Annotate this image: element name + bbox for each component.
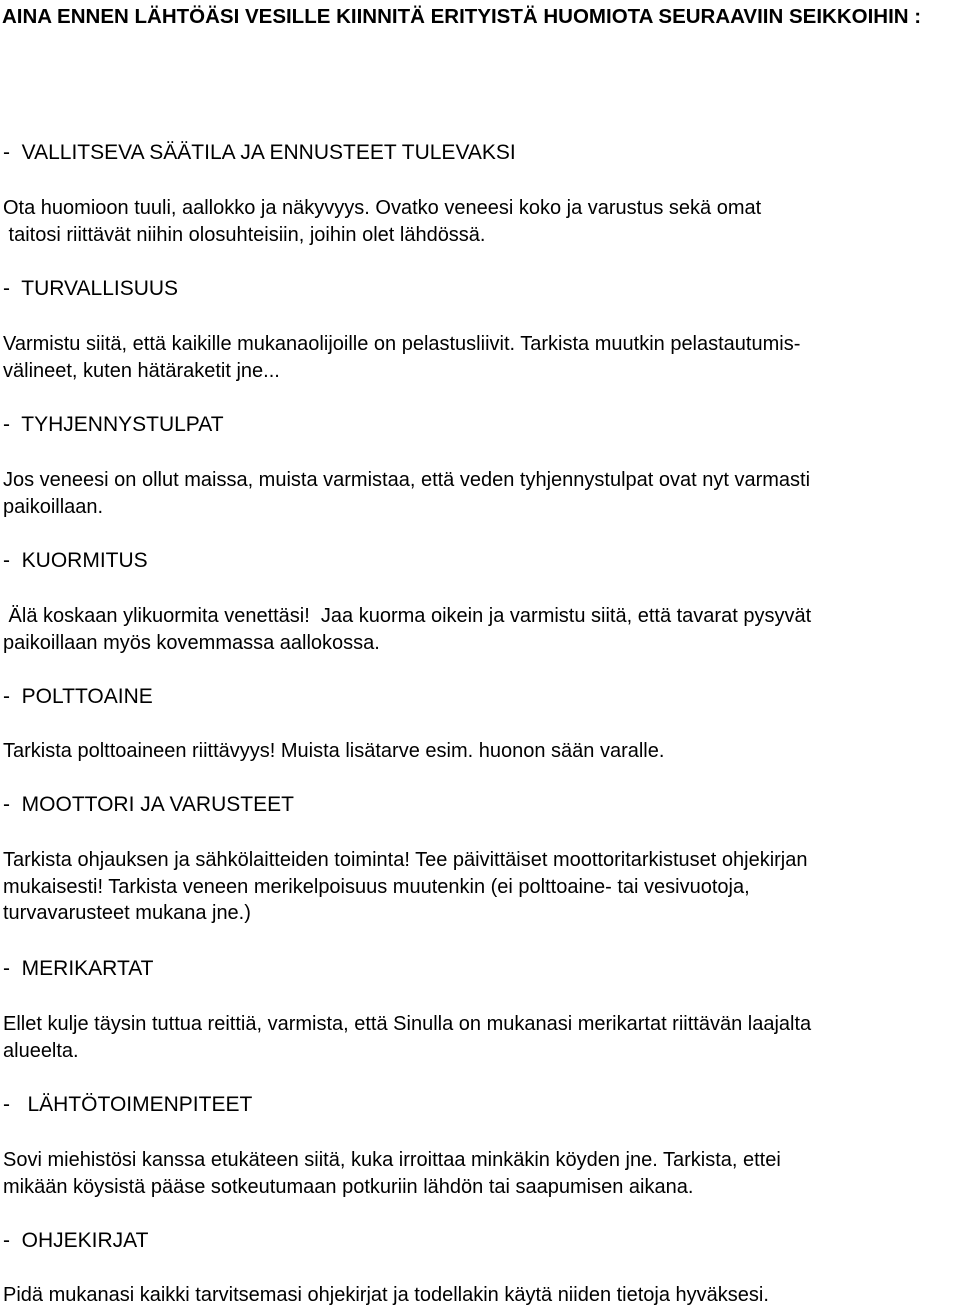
section-heading-loading: - KUORMITUS — [3, 549, 148, 572]
section-heading-drain-plugs: - TYHJENNYSTULPAT — [3, 413, 224, 436]
text-line: taitosi riittävät niihin olosuhteisiin, joihin olet lähdössä. — [3, 223, 486, 246]
text-line: välineet, kuten hätäraketit jne... — [3, 359, 280, 382]
section-text-safety — [3, 331, 960, 384]
section-heading-fuel: - POLTTOAINE — [3, 685, 153, 708]
text-line: turvavarusteet mukana jne.) — [3, 902, 251, 924]
text-line: paikoillaan. — [3, 495, 104, 518]
section-text-engine — [3, 847, 960, 927]
section-text-charts — [3, 1011, 960, 1064]
text-line: mukaisesti! Tarkista veneen merikelpoisuus muutenkin (ei polttoaine- tai vesivuotoja, — [3, 875, 750, 898]
text-line: paikoillaan myös kovemmassa aallokossa. — [3, 631, 380, 654]
section-text-departure — [3, 1147, 960, 1200]
section-text-fuel — [3, 738, 960, 765]
section-text-weather — [3, 195, 960, 248]
text-line: Jos veneesi on ollut maissa, muista varmistaa, että veden tyhjennystulpat ovat nyt varmasti — [3, 469, 811, 491]
section-text-loading — [3, 603, 960, 656]
section-heading-weather: - VALLITSEVA SÄÄTILA JA ENNUSTEET TULEVAKSI — [3, 141, 516, 164]
section-heading-engine: - MOOTTORI JA VARUSTEET — [3, 793, 294, 816]
text-line: Varmistu siitä, että kaikille mukanaolijoille on pelastusliivit. Tarkista muutkin pelastautumis- — [3, 333, 801, 355]
text-line: Ellet kulje täysin tuttua reittiä, varmista, että Sinulla on mukanasi merikartat riittävän laajalta — [3, 1013, 812, 1035]
section-heading-departure: - LÄHTÖTOIMENPITEET — [3, 1093, 253, 1116]
text-line: alueelta. — [3, 1039, 79, 1062]
text-line: Tarkista ohjauksen ja sähkölaitteiden toiminta! Tee päivittäiset moottoritarkistuset ohjekirjan — [3, 849, 808, 871]
text-line: mikään köysistä pääse sotkeutumaan potkuriin lähdön tai saapumisen aikana. — [3, 1175, 694, 1198]
document-title: AINA ENNEN LÄHTÖÄSI VESILLE KIINNITÄ ERITYISTÄ HUOMIOTA SEURAAVIIN SEIKKOIHIN : — [2, 5, 922, 28]
text-line: Sovi miehistösi kanssa etukäteen siitä, kuka irroittaa minkäkin köyden jne. Tarkista, ettei — [3, 1149, 781, 1171]
text-line: Ota huomioon tuuli, aallokko ja näkyvyys. Ovatko veneesi koko ja varustus sekä omat — [3, 197, 762, 219]
section-text-drain-plugs — [3, 467, 960, 520]
text-line: Pidä mukanasi kaikki tarvitsemasi ohjekirjat ja todellakin käytä niiden tietoja hyväksesi. — [3, 1284, 769, 1306]
section-text-manuals — [3, 1282, 960, 1309]
text-line: Tarkista polttoaineen riittävyys! Muista lisätarve esim. huonon sään varalle. — [3, 740, 665, 762]
text-line: Älä koskaan ylikuormita venettäsi! Jaa kuorma oikein ja varmistu siitä, että tavarat pysyvät — [3, 605, 812, 627]
section-heading-safety: - TURVALLISUUS — [3, 277, 179, 300]
section-heading-charts: - MERIKARTAT — [3, 957, 154, 980]
section-heading-manuals: - OHJEKIRJAT — [3, 1229, 149, 1252]
